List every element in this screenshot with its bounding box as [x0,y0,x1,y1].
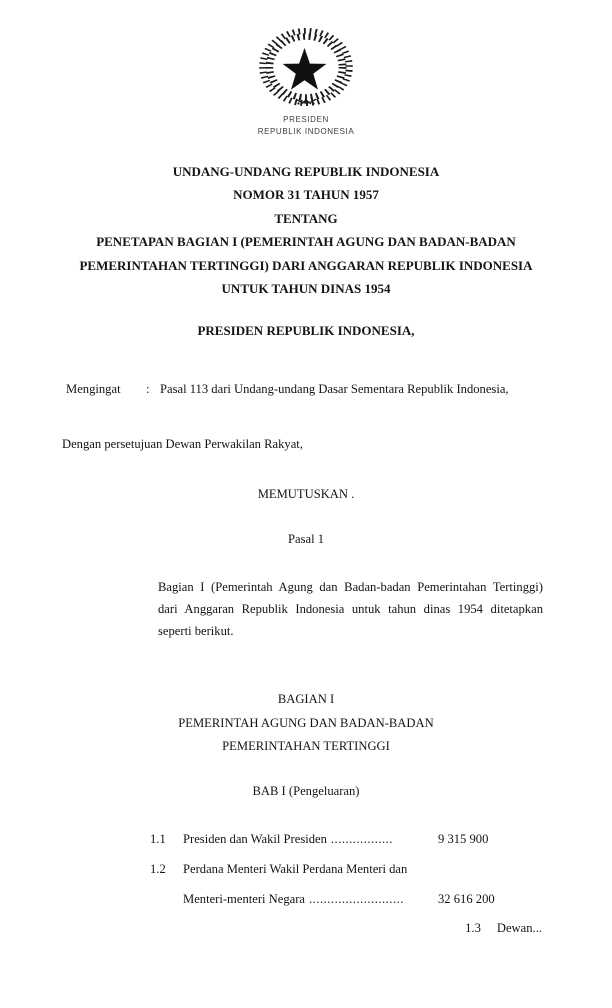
budget-row [150,832,550,862]
item-amount: 9 315 900 [438,832,489,846]
item-label [183,832,432,847]
considering-label: Mengingat [66,382,121,396]
emblem-caption [0,114,612,137]
salutation-line: PRESIDEN REPUBLIK INDONESIA, [197,323,415,338]
item-number: 1.1 [150,832,166,846]
part-heading [0,688,612,759]
article-heading: Pasal 1 [287,532,325,546]
title-line: PENETAPAN BAGIAN I (PEMERINTAH AGUNG DAN BADAN-BADAN [96,234,516,250]
budget-list [150,832,550,922]
catchword-number: 1.3 [465,921,481,935]
article-body-line: seperti berikut. [158,624,234,638]
part-heading-line: BAGIAN I [277,692,335,706]
considering-clause [66,382,552,397]
catchword-text: Dewan... [496,921,542,935]
decision-heading: MEMUTUSKAN . [257,487,355,501]
dot-leader: ................. [330,832,393,846]
item-amount: 32 616 200 [438,892,495,906]
emblem-caption-line: PRESIDEN [283,115,329,124]
document-title [0,160,612,300]
item-label [183,892,432,907]
title-line: UNDANG-UNDANG REPUBLIK INDONESIA [172,164,440,179]
article-body-line: Bagian I (Pemerintah Agung dan Badan-badan Pemerintahan Tertinggi) [158,580,543,594]
article-body [158,576,543,642]
part-heading-line: PEMERINTAHAN TERTINGGI [222,739,390,753]
title-line: NOMOR 31 TAHUN 1957 [233,187,379,203]
item-label-text: Perdana Menteri Wakil Perdana Menteri dan [183,862,408,876]
considering-colon: : [146,382,150,396]
budget-row [150,862,550,892]
budget-row [150,892,550,922]
article-body-line: dari Anggaran Republik Indonesia untuk tahun dinas 1954 ditetapkan [158,602,543,616]
title-line: UNTUK TAHUN DINAS 1954 [221,281,391,297]
part-heading-line: PEMERINTAH AGUNG DAN BADAN-BADAN [178,715,434,730]
item-number: 1.2 [150,862,166,876]
chapter-heading: BAB I (Pengeluaran) [252,784,360,798]
presidential-emblem [254,24,358,116]
item-label [183,862,432,877]
title-line: TENTANG [274,210,338,226]
considering-text: Pasal 113 dari Undang-undang Dasar Sementara Republik Indonesia, [160,382,509,396]
item-label-text: Menteri-menteri Negara [183,892,306,906]
star-icon [283,48,327,90]
emblem-caption-line: REPUBLIK INDONESIA [257,126,355,136]
item-label-text: Presiden dan Wakil Presiden [183,832,327,846]
dot-leader: .......................... [309,892,404,906]
catchword [465,921,542,936]
title-line: PEMERINTAHAN TERTINGGI) DARI ANGGARAN REPUBLIK INDONESIA [79,257,533,273]
agreement-line: Dengan persetujuan Dewan Perwakilan Rakyat, [62,437,303,451]
